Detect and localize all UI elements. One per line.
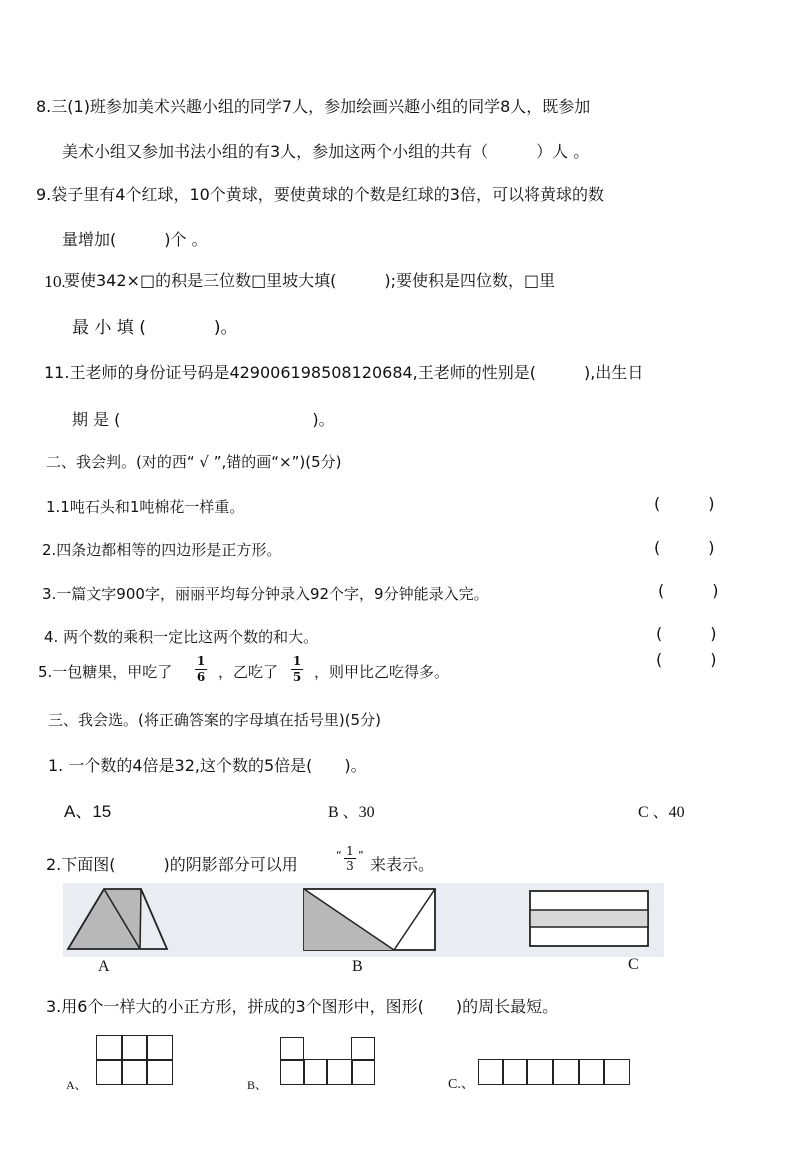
judge-answer-3[interactable]: ( ) [658, 581, 719, 600]
choice-heading: 三、我会选。(将正确答案的字母填在括号里)(5分) [48, 711, 381, 729]
shape-c-label: C.、 [448, 1077, 475, 1092]
judge-heading: 二、我会判。(对的西“ √ ”,错的画“×”)(5分) [46, 453, 342, 471]
judge-item-5-suffix: ，则甲比乙吃得多。 [314, 663, 450, 681]
judge-answer-4[interactable]: ( ) [656, 624, 717, 643]
q10-number: 10. [44, 273, 65, 291]
judge-item-1: 1.1吨石头和1吨棉花一样重。 [46, 498, 245, 516]
judge-answer-1[interactable]: ( ) [654, 494, 715, 513]
choice-q1: 1. 一个数的4倍是32,这个数的5倍是( )。 [48, 756, 367, 775]
fraction-one-fifth: 1 5 [292, 654, 302, 684]
shape-a-label: A、 [66, 1078, 87, 1092]
choice-q2-suffix: 来表示。 [370, 855, 435, 874]
choice-q1-option-c[interactable]: C 、40 [638, 804, 685, 821]
shape-b-label: B、 [247, 1078, 268, 1092]
q11-line2: 期 是 ( )。 [72, 410, 335, 429]
q11-line1: 11.王老师的身份证号码是429006198508120684,王老师的性别是( ),出生日 [44, 363, 644, 382]
q8-line2: 美术小组又参加书法小组的有3人，参加这两个小组的共有（ ）人 。 [62, 142, 590, 161]
judge-answer-5[interactable]: ( ) [656, 650, 717, 669]
fraction-one-sixth: 1 6 [196, 654, 206, 684]
choice-q2-prefix: 2.下面图( )的阴影部分可以用 [46, 855, 298, 874]
figures-strip [63, 883, 664, 957]
judge-item-5-middle: ，乙吃了 [218, 663, 279, 681]
q10-line2: 最 小 填 ( )。 [72, 318, 238, 338]
q9-line1: 9.袋子里有4个红球，10个黄球，要使黄球的个数是红球的3倍，可以将黄球的数 [36, 185, 604, 204]
figure-a-label: A [98, 958, 110, 975]
figure-c-label: C [628, 956, 639, 973]
choice-q1-option-a[interactable]: A、15 [64, 802, 112, 821]
figure-c[interactable] [530, 891, 648, 946]
judge-item-2: 2.四条边都相等的四边形是正方形。 [42, 541, 282, 559]
choice-q1-option-b[interactable]: B 、30 [328, 804, 375, 821]
q8-line1: 8.三(1)班参加美术兴趣小组的同学7人，参加绘画兴趣小组的同学8人，既参加 [36, 97, 591, 116]
judge-answer-2[interactable]: ( ) [654, 538, 715, 557]
figure-b-label: B [352, 958, 363, 975]
judge-item-5-prefix: 5.一包糖果，甲吃了 [38, 663, 173, 681]
q10-line1: 要使342×□的积是三位数□里坡大填( );要使积是四位数，□里 [64, 271, 556, 290]
figure-b[interactable] [304, 889, 435, 950]
judge-item-3: 3.一篇文字900字，丽丽平均每分钟录入92个字，9分钟能录入完。 [42, 585, 489, 603]
judge-item-4: 4. 两个数的乘积一定比这两个数的和大。 [44, 628, 319, 646]
quote-open: “ [336, 849, 342, 862]
choice-q3: 3.用6个一样大的小正方形，拼成的3个图形中，图形( )的周长最短。 [46, 997, 559, 1016]
q9-line2: 量增加( )个 。 [62, 230, 208, 249]
fraction-one-third: 1 3 [344, 844, 356, 873]
quote-close: ” [358, 849, 364, 862]
